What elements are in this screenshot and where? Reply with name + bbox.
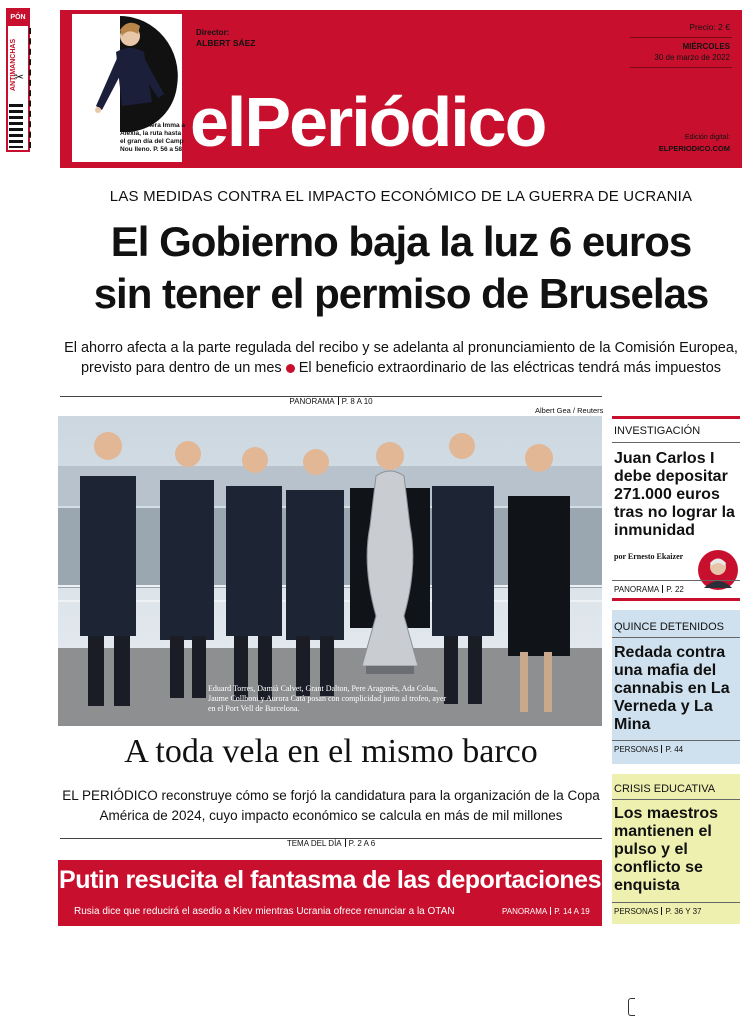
- newspaper-logo[interactable]: elPeriódico: [190, 83, 546, 161]
- putin-page-ref: [502, 907, 590, 916]
- sidebar-divider: [612, 902, 740, 903]
- issue-date: 30 de marzo de 2022: [654, 53, 730, 62]
- director-name: ALBERT SÁEZ: [196, 38, 256, 48]
- edge-strip-label: PÓN: [8, 10, 28, 26]
- lead-sub-part: El ahorro afecta a la parte regulada del recibo y se adelanta al pronunciamiento de la Comisión Europea, previsto para dentro de un mes: [64, 340, 738, 376]
- sidebar-divider: [612, 740, 740, 741]
- sidebar-kicker: CRISIS EDUCATIVA: [614, 783, 716, 795]
- sidebar-divider: [612, 799, 740, 800]
- price: Precio: 2 €: [689, 22, 730, 32]
- sidebar-page-ref: [614, 907, 702, 916]
- barcode-icon: [9, 104, 23, 148]
- page-range: P. 2 A 6: [348, 839, 376, 848]
- sidebar-divider: [612, 580, 740, 581]
- issue-weekday: MIÉRCOLES: [682, 42, 730, 51]
- author-avatar: [698, 550, 738, 590]
- masthead-divider: [630, 37, 732, 38]
- lead-kicker: LAS MEDIDAS CONTRA EL IMPACTO ECONÓMICO DE LA GUERRA DE UCRANIA: [109, 188, 693, 205]
- bullet-dot-icon: [286, 364, 295, 373]
- sidebar-page-ref: [614, 585, 684, 594]
- sidebar-rule: [612, 598, 740, 601]
- putin-subheadline: Rusia dice que reducirá el asedio a Kiev mientras Ucrania ofrece renunciar a la OTAN: [74, 906, 455, 917]
- sidebar-kicker: INVESTIGACIÓN: [614, 425, 701, 437]
- byline: por Ernesto Ekaizer: [614, 552, 684, 561]
- section-name: PERSONAS: [614, 745, 659, 754]
- sidebar-rule: [612, 416, 740, 419]
- sidebar-divider: [612, 637, 740, 638]
- bracket-mark: [628, 998, 635, 1016]
- masthead-divider: [630, 67, 732, 68]
- lead-headline[interactable]: [52, 216, 750, 320]
- sidebar-divider: [612, 442, 740, 443]
- page-range: P. 8 A 10: [341, 397, 373, 406]
- photo-credit: Albert Gea / Reuters: [535, 406, 604, 415]
- sidebar-headline: Redada contra una mafia del cannabis en La Verneda y La Mina: [614, 644, 730, 733]
- section-name: TEMA DEL DÍA: [286, 839, 342, 848]
- page-range: P. 44: [665, 745, 684, 754]
- page-range: P. 36 Y 37: [665, 907, 702, 916]
- lead-sub-part: El beneficio extraordinario de las eléctricas tendrá más impuestos: [298, 360, 722, 376]
- edge-strip-vertical-label: ANTIMANCHAS: [10, 38, 17, 92]
- photo-caption: Eduard Torres, Damià Calvet, Grant Dalton, Pere Aragonès, Ada Colau, Jaume Collboni y Aurora Catà posan con complicidad junto al trofeo, ayer en el Port Vell de Barcelona.: [208, 684, 447, 713]
- page-range: P. 22: [666, 585, 684, 594]
- lead-subheadline: [60, 338, 742, 378]
- lead-headline-line: El Gobierno baja la luz 6 euros: [110, 218, 692, 265]
- section-name: PANORAMA: [614, 585, 660, 594]
- section-name: PANORAMA: [502, 907, 548, 916]
- director-label: Director:: [196, 28, 230, 37]
- edition-url[interactable]: ELPERIODICO.COM: [658, 144, 730, 153]
- edition-label: Edición digital:: [684, 134, 730, 141]
- teaser-caption: De la pionera Imma a Alexia, la ruta hasta el gran día del Camp Nou lleno. P. 56 a 58: [120, 122, 186, 153]
- lead-page-ref: [60, 391, 602, 409]
- putin-headline: Putin resucita el fantasma de las deportaciones: [59, 866, 601, 894]
- sidebar-page-ref: [614, 745, 683, 754]
- scissors-icon: ✂: [14, 70, 25, 84]
- second-subheadline: EL PERIÓDICO reconstruye cómo se forjó la candidatura para la organización de la Copa América de 2024, cuyo impacto económico se calcula en más de mil millones: [62, 788, 600, 823]
- section-name: PERSONAS: [614, 907, 659, 916]
- second-page-ref: [60, 833, 602, 851]
- second-headline[interactable]: A toda vela en el mismo barco: [124, 733, 538, 770]
- sidebar-kicker: QUINCE DETENIDOS: [614, 621, 725, 633]
- cut-line: [26, 28, 31, 148]
- section-name: PANORAMA: [289, 397, 335, 406]
- main-photo[interactable]: [58, 416, 602, 726]
- sidebar-headline: Los maestros mantienen el pulso y el conflicto se enquista: [614, 805, 719, 894]
- sidebar-headline[interactable]: Juan Carlos I debe depositar 271.000 euros tras no lograr la inmunidad: [614, 450, 735, 539]
- lead-headline-line: sin tener el permiso de Bruselas: [93, 270, 709, 317]
- page-range: P. 14 A 19: [554, 907, 590, 916]
